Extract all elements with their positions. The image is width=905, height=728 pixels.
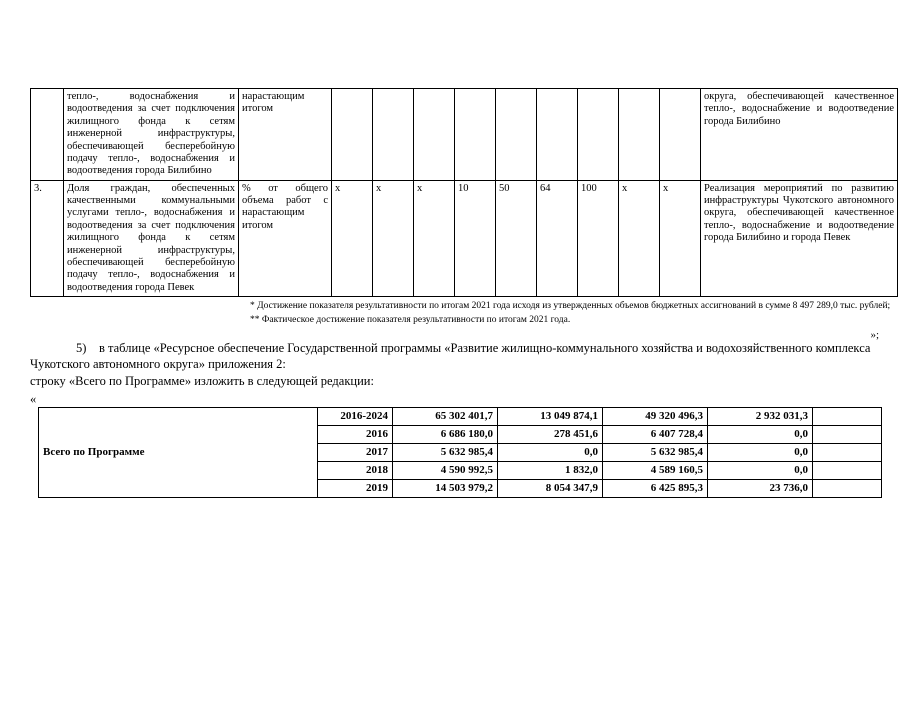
document-page xyxy=(0,88,905,728)
value-cell xyxy=(578,89,619,181)
other-cell: 2 932 031,3 xyxy=(708,408,813,426)
indicator-name: Доля граждан, обеспеченных качественными коммунальными услугами тепло-, водоснабжения и водоотведения за счет подключения жилищного фонда к сетям инженерной инфраструктуры, обеспечивающей бесперебойную подачу тепло-, водоснабжения и водоотведения города Певек xyxy=(64,180,239,296)
footnotes xyxy=(250,300,905,341)
value-cell: х xyxy=(414,180,455,296)
federal-cell: 13 049 874,1 xyxy=(498,408,603,426)
okrug-cell: 4 589 160,5 xyxy=(603,462,708,480)
row-number: 3. xyxy=(31,180,64,296)
paragraph-5-sub xyxy=(30,373,877,389)
other-cell: 0,0 xyxy=(708,444,813,462)
value-cell xyxy=(373,89,414,181)
table-row xyxy=(39,408,882,426)
year-cell: 2016 xyxy=(318,426,393,444)
value-cell: 50 xyxy=(496,180,537,296)
federal-cell: 1 832,0 xyxy=(498,462,603,480)
okrug-cell: 6 407 728,4 xyxy=(603,426,708,444)
value-cell: 10 xyxy=(455,180,496,296)
total-cell: 4 590 992,5 xyxy=(393,462,498,480)
value-cell: х xyxy=(373,180,414,296)
responsible-cell: округа, обеспечивающей качественное тепло-, водоснабжение и водоотведение города Билибино xyxy=(701,89,898,181)
value-cell: 100 xyxy=(578,180,619,296)
paragraph-number: 5) xyxy=(76,340,87,355)
value-cell: х xyxy=(660,180,701,296)
federal-cell: 8 054 347,9 xyxy=(498,480,603,498)
resource-label: Всего по Программе xyxy=(39,408,318,498)
table-row xyxy=(31,89,898,181)
responsible-cell: Реализация мероприятий по развитию инфраструктуры Чукотского автономного округа, обеспечивающей качественное тепло-, водоснабжение и водоотведение города Билибино и города Певек xyxy=(701,180,898,296)
indicator-unit: % от общего объема работ с нарастающим итогом xyxy=(239,180,332,296)
value-cell: х xyxy=(619,180,660,296)
year-cell: 2016-2024 xyxy=(318,408,393,426)
extra-cell xyxy=(813,444,882,462)
extra-cell xyxy=(813,480,882,498)
indicator-unit: нарастающим итогом xyxy=(239,89,332,181)
total-cell: 5 632 985,4 xyxy=(393,444,498,462)
value-cell xyxy=(537,89,578,181)
federal-cell: 0,0 xyxy=(498,444,603,462)
total-cell: 65 302 401,7 xyxy=(393,408,498,426)
extra-cell xyxy=(813,462,882,480)
row-number xyxy=(31,89,64,181)
value-cell xyxy=(619,89,660,181)
footnote-1: * Достижение показателя результативности по итогам 2021 года исходя из утвержденных объемов бюджетных ассигнований в сумме 8 497 289,0 тыс. рублей; xyxy=(250,301,891,311)
value-cell xyxy=(455,89,496,181)
okrug-cell: 6 425 895,3 xyxy=(603,480,708,498)
paragraph-subtext: строку «Всего по Программе» изложить в следующей редакции: xyxy=(30,373,374,388)
okrug-cell: 49 320 496,3 xyxy=(603,408,708,426)
indicator-name: тепло-, водоснабжения и водоотведения за счет подключения жилищного фонда к сетям инженерной инфраструктуры, обеспечивающей бесперебойную подачу тепло-, водоснабжения и водоотведения города Билибино xyxy=(64,89,239,181)
other-cell: 0,0 xyxy=(708,426,813,444)
footnote-2: ** Фактическое достижение показателя результативности по итогам 2021 года. xyxy=(250,314,571,325)
total-cell: 6 686 180,0 xyxy=(393,426,498,444)
table-row xyxy=(31,180,898,296)
paragraph-5 xyxy=(30,340,877,372)
value-cell xyxy=(660,89,701,181)
other-cell: 23 736,0 xyxy=(708,480,813,498)
indicator-table xyxy=(30,88,898,297)
extra-cell xyxy=(813,426,882,444)
extra-cell xyxy=(813,408,882,426)
value-cell xyxy=(332,89,373,181)
value-cell: х xyxy=(332,180,373,296)
paragraph-text: в таблице «Ресурсное обеспечение Государственной программы «Развитие жилищно-коммунального хозяйства и водохозяйственного комплекса Чукотского автономного округа» приложения 2: xyxy=(30,340,871,371)
federal-cell: 278 451,6 xyxy=(498,426,603,444)
year-cell: 2019 xyxy=(318,480,393,498)
total-cell: 14 503 979,2 xyxy=(393,480,498,498)
value-cell xyxy=(496,89,537,181)
value-cell xyxy=(414,89,455,181)
open-quote: « xyxy=(30,391,37,406)
year-cell: 2018 xyxy=(318,462,393,480)
closing-quote: »; xyxy=(870,328,879,341)
other-cell: 0,0 xyxy=(708,462,813,480)
year-cell: 2017 xyxy=(318,444,393,462)
okrug-cell: 5 632 985,4 xyxy=(603,444,708,462)
value-cell: 64 xyxy=(537,180,578,296)
resource-table xyxy=(38,407,882,498)
